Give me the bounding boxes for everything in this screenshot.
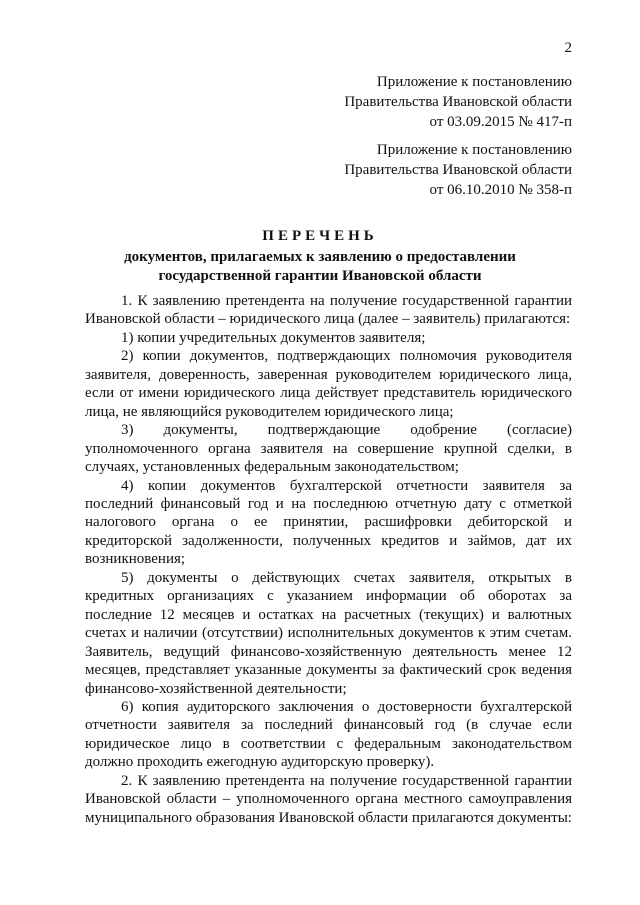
title-subtitle-line: государственной гарантии Ивановской области bbox=[158, 268, 482, 284]
page-number: 2 bbox=[564, 40, 572, 56]
appendix-line: от 03.09.2015 № 417-п bbox=[429, 114, 572, 130]
title-heading: ПЕРЕЧЕНЬ bbox=[262, 228, 378, 244]
appendix-note-current bbox=[344, 72, 572, 132]
appendix-line: от 06.10.2010 № 358-п bbox=[429, 182, 572, 198]
paragraph: 5) документы о действующих счетах заявителя, открытых в кредитных организациях с указанием информации об оборотах за последние 12 месяцев и остатках на расчетных (текущих) и валютных счетах и наличии (отсутствии) исполнительных документов к этим счетам. Заявитель, ведущий финансово-хозяйственную деятельность менее 12 месяцев, представляет указанные документы за фактический срок ведения финансово-хозяйственной деятельности; bbox=[85, 569, 572, 697]
paragraph: 3) документы, подтверждающие одобрение (согласие) уполномоченного органа заявителя на совершение крупной сделки, в случаях, установленных федеральным законодательством; bbox=[85, 422, 572, 476]
appendix-line: Правительства Ивановской области bbox=[344, 162, 572, 178]
paragraph: 2. К заявлению претендента на получение государственной гарантии Ивановской области – уполномоченного органа местного самоуправления муниципального образования Ивановской области прилагаются документы: bbox=[85, 772, 572, 826]
document-title bbox=[68, 227, 572, 286]
appendix-line: Приложение к постановлению bbox=[376, 74, 572, 90]
appendix-note-original bbox=[344, 140, 572, 200]
paragraph: 6) копия аудиторского заключения о достоверности бухгалтерской отчетности заявителя за последний финансовый год (в случае если юридическое лицо в соответствии с федеральным законодательством должно проходить ежегодную аудиторскую проверку). bbox=[85, 698, 572, 771]
title-subtitle-line: документов, прилагаемых к заявлению о предоставлении bbox=[124, 249, 516, 265]
document-body bbox=[85, 292, 572, 827]
paragraph: 1) копии учредительных документов заявителя; bbox=[121, 329, 426, 346]
paragraph: 1. К заявлению претендента на получение государственной гарантии Ивановской области – юридического лица (далее – заявитель) прилагаются: bbox=[85, 293, 572, 328]
appendix-line: Приложение к постановлению bbox=[376, 142, 572, 158]
paragraph: 2) копии документов, подтверждающих полномочия руководителя заявителя, доверенность, заверенная руководителем юридического лица, если от имени юридического лица действует представитель юридического лица, не являющийся руководителем юридического лица; bbox=[85, 348, 572, 420]
paragraph: 4) копии документов бухгалтерской отчетности заявителя за последний финансовый год и на последнюю отчетную дату с отметкой налогового органа о ее принятии, расшифровки дебиторской и кредиторской задолженности, полученных кредитов и займов, дат их возникновения; bbox=[85, 477, 572, 568]
appendix-line: Правительства Ивановской области bbox=[344, 94, 572, 110]
